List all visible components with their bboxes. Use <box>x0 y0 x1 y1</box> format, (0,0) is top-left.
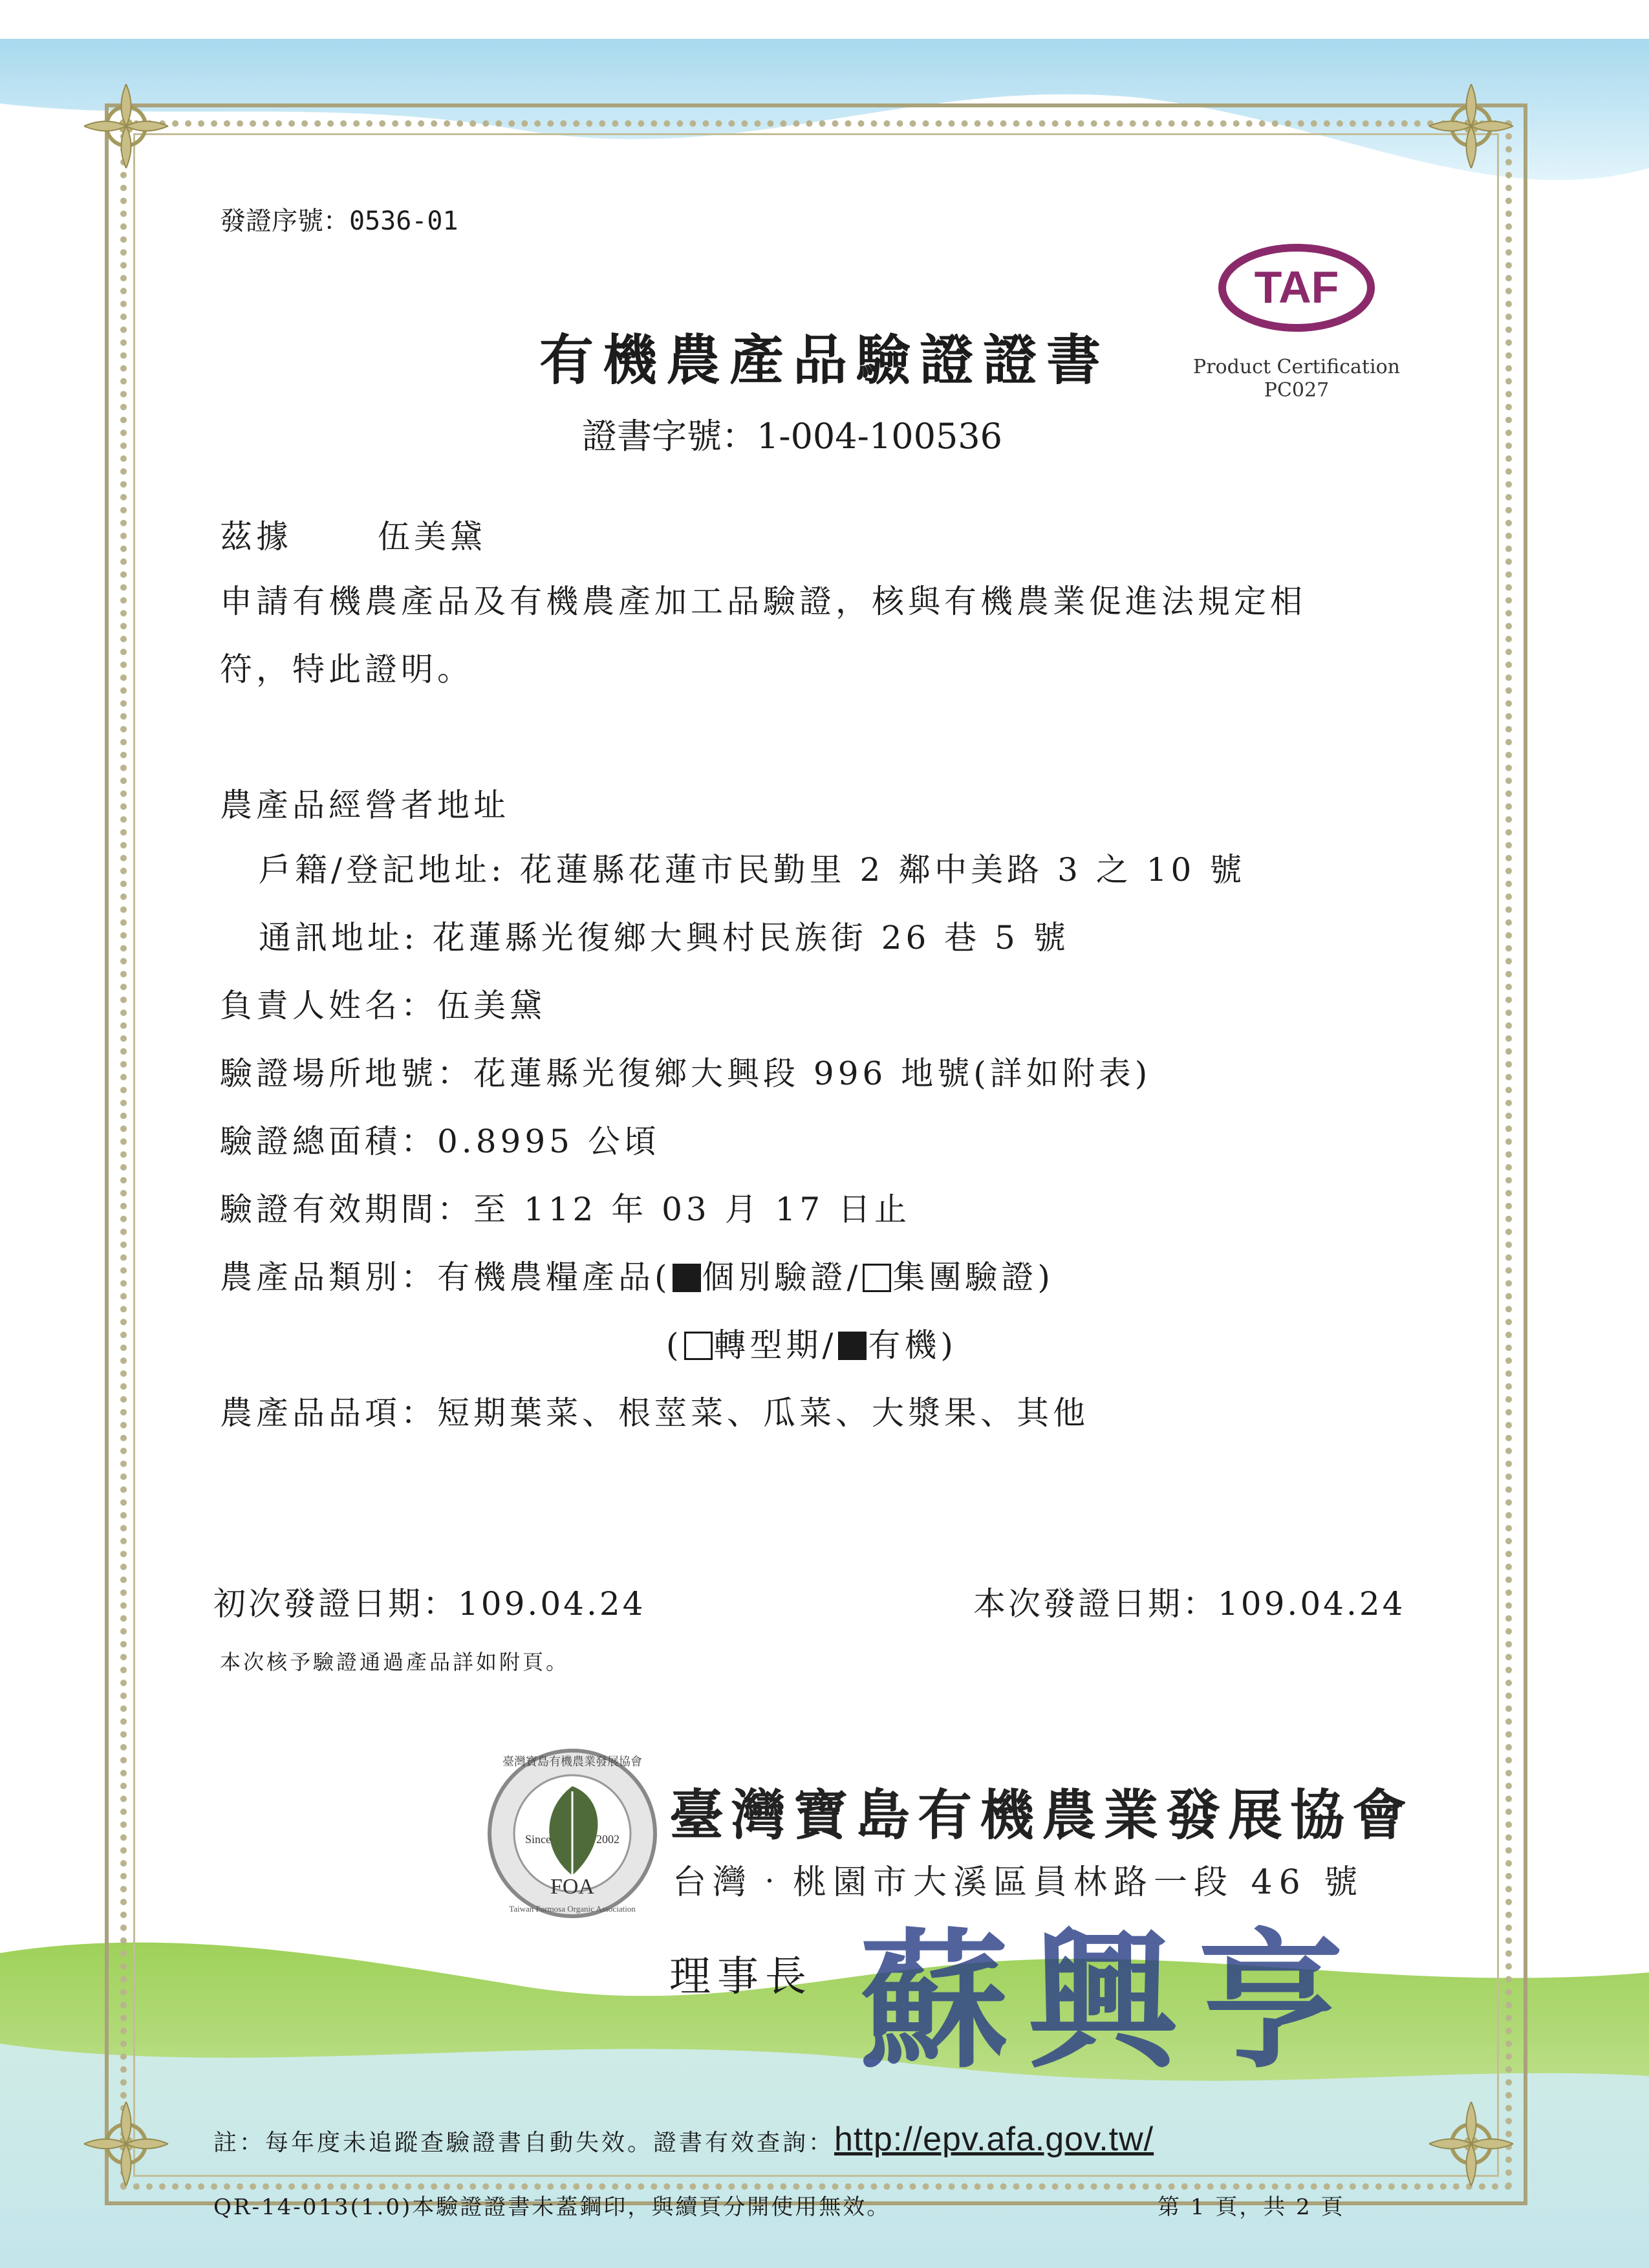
mailing-address: 通訊地址: 花蓮縣光復鄉大興村民族街 26 巷 5 號 <box>259 919 1070 956</box>
option-organic: 有機) <box>868 1326 957 1364</box>
organization-address: 台灣‧桃園市大溪區員林路一段 46 號 <box>673 1863 1364 1902</box>
validity-period: 驗證有效期間：至 112 年 03 月 17 日止 <box>220 1191 911 1228</box>
option-group: 集團驗證) <box>892 1258 1054 1296</box>
corner-ornament-icon <box>1423 78 1520 175</box>
organization-name: 臺灣寶島有機農業發展協會 <box>669 1783 1415 1847</box>
intro-line-2: 申請有機農產品及有機農產加工品驗證，核與有機農業促進法規定相 <box>220 583 1306 620</box>
responsible-person: 負責人姓名：伍美黛 <box>220 987 546 1024</box>
seal-bottom-text: Taiwan Formosa Organic Association <box>509 1904 636 1914</box>
registered-address: 戶籍/登記地址: 花蓮縣花蓮市民勤里 2 鄰中美路 3 之 10 號 <box>259 851 1246 889</box>
certified-area: 驗證總面積：0.8995 公頃 <box>220 1123 660 1160</box>
intro-line-3: 符，特此證明。 <box>220 651 473 688</box>
chairman-signature <box>841 1914 1384 2089</box>
checkbox-group <box>863 1264 891 1292</box>
stage-open-paren: ( <box>666 1326 683 1364</box>
page-indicator: 第 1 頁，共 2 頁 <box>1158 2194 1345 2220</box>
checkbox-transition <box>684 1332 713 1360</box>
seal-year: 2002 <box>596 1833 620 1846</box>
taf-logo-icon <box>1216 239 1377 336</box>
seal-top-text: 臺灣寶島有機農業發展協會 <box>502 1755 642 1769</box>
seal-abbr: FOA <box>550 1875 595 1899</box>
corner-ornament-icon <box>1423 2095 1520 2192</box>
checkbox-individual <box>673 1264 701 1292</box>
checkbox-organic <box>838 1332 867 1360</box>
foa-seal-logo <box>485 1746 660 1921</box>
attachment-note: 本次核予驗證通過產品詳如附頁。 <box>220 1650 570 1674</box>
taf-scheme: Product Certification <box>1193 356 1400 378</box>
taf-code: PC027 <box>1264 379 1330 402</box>
seal-since: Since <box>525 1833 551 1846</box>
chairman-label: 理事長 <box>669 1953 813 2001</box>
form-number: QR-14-013(1.0)本驗證證書未蓋鋼印，與續頁分開使用無效。 <box>213 2194 891 2220</box>
product-items: 農產品品項：短期葉菜、根莖菜、瓜菜、大漿果、其他 <box>220 1394 1089 1432</box>
category-prefix: 農產品類別：有機農糧產品( <box>220 1258 671 1296</box>
product-stage <box>666 1319 957 1366</box>
certificate-title: 有機農產品驗證證書 <box>539 328 1110 392</box>
option-individual: 個別驗證/ <box>702 1258 862 1296</box>
product-category <box>220 1251 1054 1298</box>
intro-label: 茲據 <box>220 518 292 556</box>
issue-serial: 發證序號：0536-01 <box>220 206 458 236</box>
this-issue-date: 本次發證日期：109.04.24 <box>973 1585 1406 1623</box>
certified-site-lot: 驗證場所地號：花蓮縣光復鄉大興段 996 地號(詳如附表) <box>220 1055 1152 1092</box>
corner-ornament-icon <box>78 2095 175 2192</box>
verification-url-link[interactable]: http://epv.afa.gov.tw/ <box>834 2121 1154 2158</box>
intro-line-1 <box>220 511 486 557</box>
corner-ornament-icon <box>78 78 175 175</box>
applicant-name: 伍美黛 <box>377 518 486 556</box>
signature-text: 蘇興亨 <box>859 1914 1365 2089</box>
footer-note-text: 註：每年度未追蹤查驗證書自動失效。證書有效查詢： <box>213 2130 835 2156</box>
first-issue-date: 初次發證日期：109.04.24 <box>213 1585 646 1623</box>
operator-heading: 農產品經營者地址 <box>220 786 510 824</box>
taf-logo-text: TAF <box>1254 262 1339 312</box>
certificate-number: 證書字號：1-004-100536 <box>581 416 1003 457</box>
option-transition: 轉型期/ <box>713 1326 837 1364</box>
footer-validity-note <box>213 2120 1154 2159</box>
